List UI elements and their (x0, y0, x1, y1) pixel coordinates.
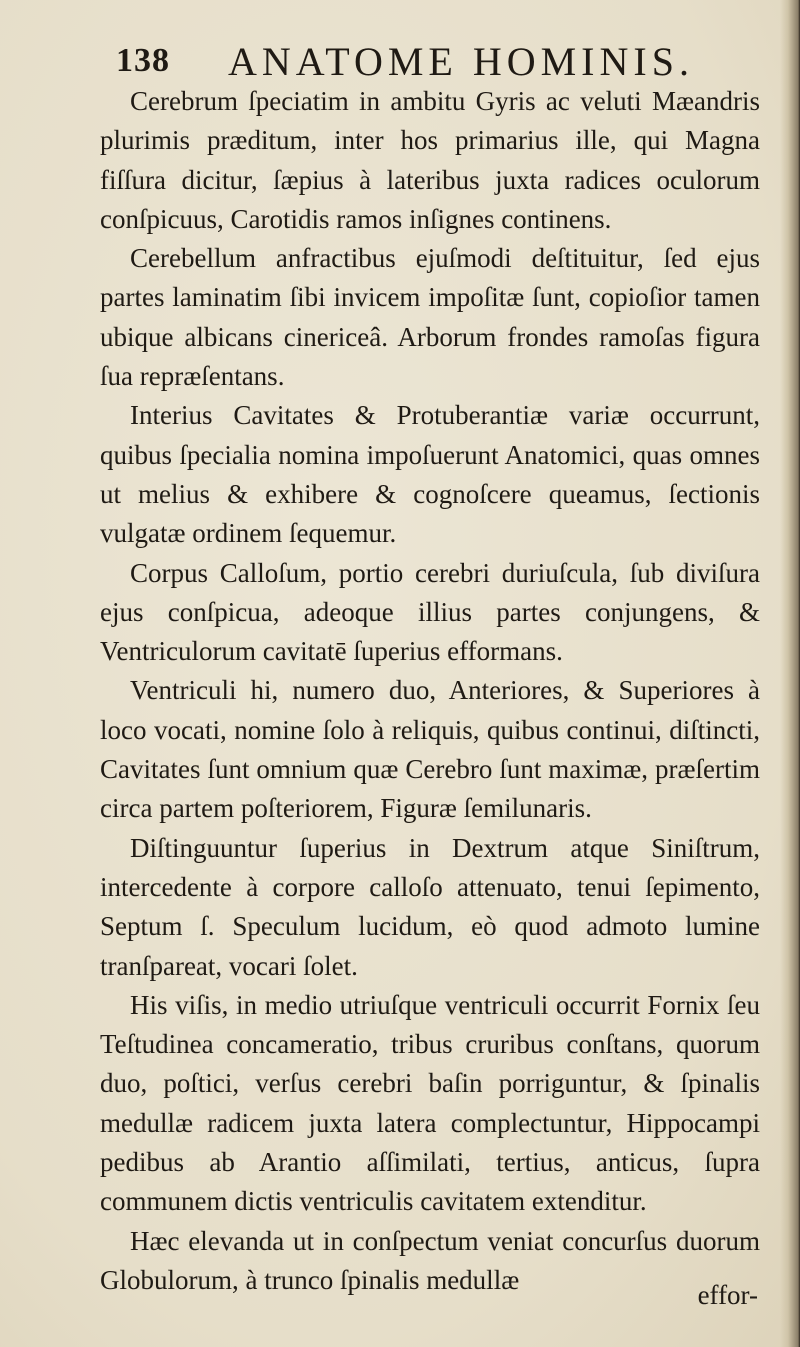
paragraph-septum: Diſtinguuntur ſuperius in Dextrum atque Siniſtrum, intercedente à corpore calloſo attenuato, tenui ſepimento, Septum ſ. Speculum lucidum, eò quod admoto lumine tranſpareat, vocari ſolet. (100, 832, 760, 981)
running-head: ANATOME HOMINIS. (228, 39, 694, 84)
page-edge-shadow (780, 0, 800, 1347)
paragraph-corpus-callosum: Corpus Calloſum, portio cerebri duriuſcula, ſub diviſura ejus conſpicua, adeoque illius partes conjungens, & Ventriculorum cavitatē ſuperius efformans. (100, 557, 760, 667)
paragraph-globuli: Hæc elevanda ut in conſpectum veniat concurſus duorum Globulorum, à trunco ſpinalis medullæ (100, 1225, 760, 1295)
page-number: 138 (116, 42, 170, 79)
page-header (116, 34, 756, 84)
paragraph-cerebellum: Cerebellum anfractibus ejuſmodi deſtituitur, ſed ejus partes laminatim ſibi invicem impoſitæ ſunt, copioſior tamen ubique albicans cinericeâ. Arborum frondes ramoſas figura ſua repræſentans. (100, 243, 760, 392)
paragraph-interius: Interius Cavitates & Protuberantiæ variæ occurrunt, quibus ſpecialia nomina impoſuerunt Anatomici, quas omnes ut melius & exhibere & cognoſcere queamus, ſectionis vulgatæ ordinem ſequemur. (100, 400, 760, 549)
paragraph-cerebrum: Cerebrum ſpeciatim in ambitu Gyris ac veluti Mæandris plurimis præditum, inter hos primarius ille, qui Magna fiſſura dicitur, ſæpius à lateribus juxta radices oculorum conſpicuus, Carotidis ramos inſignes continens. (100, 86, 760, 234)
paragraph-ventriculi: Ventriculi hi, numero duo, Anteriores, & Superiores à loco vocati, nomine ſolo à reliquis, quibus continui, diſtincti, Cavitates ſunt omnium quæ Cerebro ſunt maximæ, præſertim circa partem poſteriorem, Figuræ ſemilunaris. (100, 675, 760, 824)
paragraph-fornix: His viſis, in medio utriuſque ventriculi occurrit Fornix ſeu Teſtudinea concameratio, tribus cruribus conſtans, quorum duo, poſtici, verſus cerebri baſin porriguntur, & ſpinalis medullæ radicem juxta latera complectuntur, Hippocampi pedibus ab Arantio aſſimilati, tertius, anticus, ſupra communem dictis ventriculis cavitatem extenditur. (100, 989, 760, 1217)
catchword: effor- (697, 1280, 758, 1310)
body-text (100, 82, 760, 1300)
